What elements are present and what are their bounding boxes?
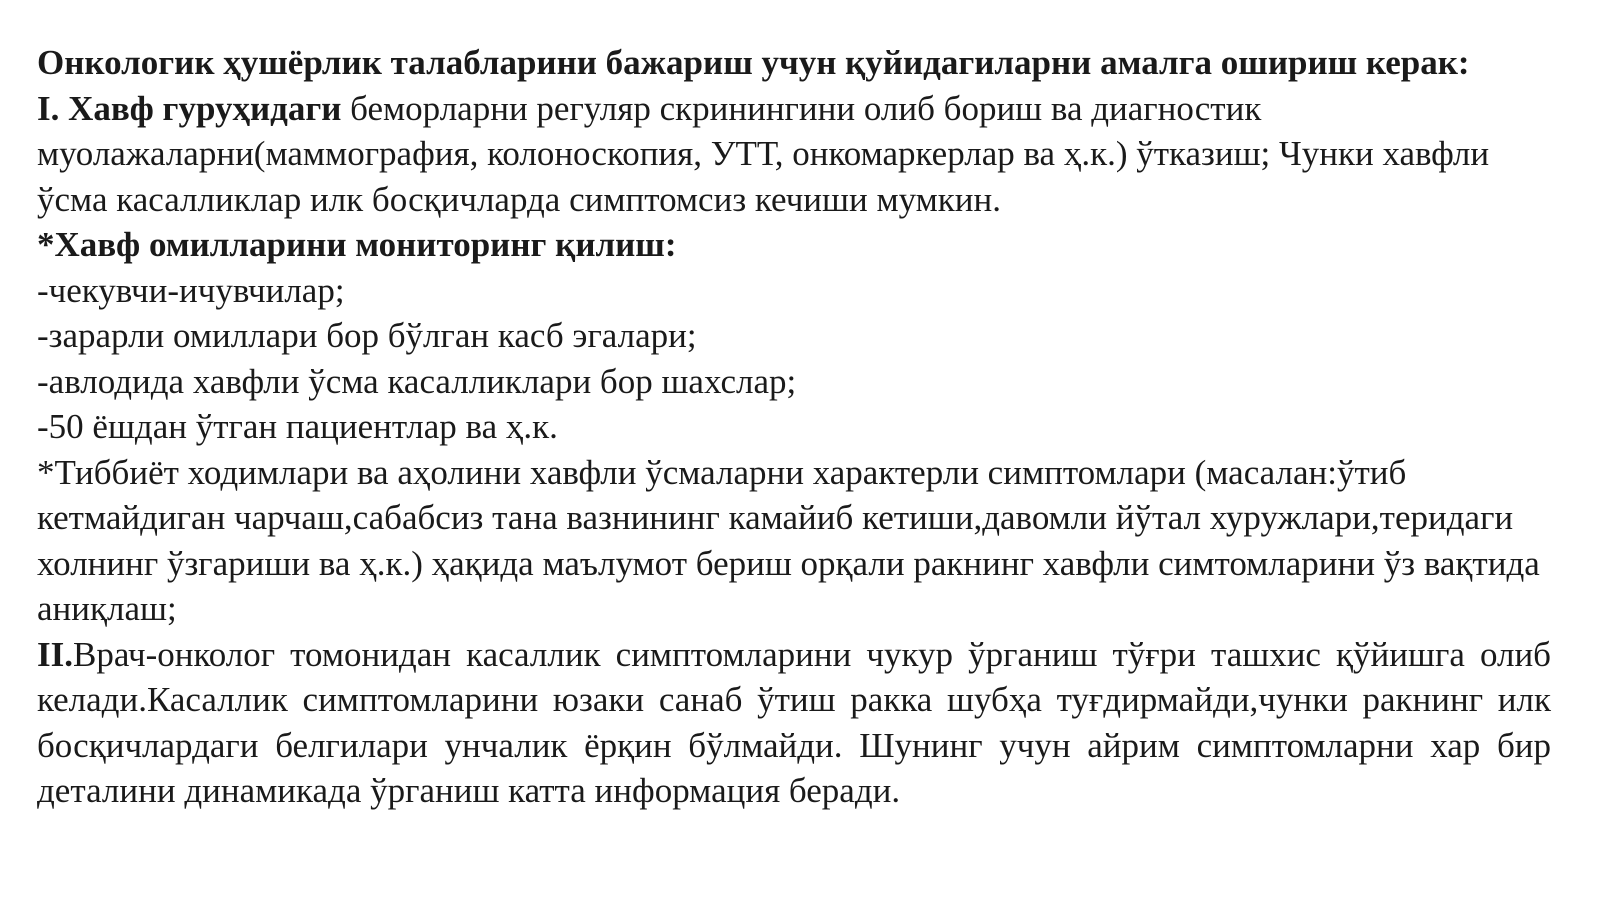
section-2-text: Врач-онколог томонидан касаллик симптомларини чукур ўрганиш тўғри ташхис қўйишга олиб келади.Касаллик симптомларини юзаки санаб ўтиш ракка шубҳа туғдирмайди,чунки ракнинг илк босқичлардаги белгилари унчалик ёрқин бўлмайди. Шунинг учун айрим симптомларни хар бир деталини динамикада ўрганиш катта информация беради.: [37, 634, 1551, 810]
section-2-paragraph: [37, 632, 1551, 814]
list-item: -зарарли омиллари бор бўлган касб эгалари;: [37, 316, 697, 355]
monitoring-title: *Хавф омилларини мониторинг қилиш:: [37, 225, 677, 264]
awareness-paragraph: *Тиббиёт ходимлари ва аҳолини хавфли ўсмаларни характерли симптомлари (масалан:ўтиб кетмайдиган чарчаш,сабабсиз тана вазнининг камайиб кетиши,давомли йўтал хуружлари,теридаги холнинг ўзгариши ва ҳ.к.) ҳақида маълумот бериш орқали ракнинг хавфли симтомларини ўз вақтида аниқлаш;: [37, 452, 1540, 628]
section-1-text: беморларни регуляр скринингини олиб бориш ва диагностик муолажаларни(маммография, колоноскопия, УТТ, онкомаркерлар ва ҳ.к.) ўтказиш; Чунки хавфли ўсма касалликлар илк босқичларда симптомсиз кечиши мумкин.: [37, 88, 1490, 219]
list-item: -авлодида хавфли ўсма касалликлари бор шахслар;: [37, 361, 797, 401]
section-1-label: I. Хавф гуруҳидаги: [37, 88, 342, 128]
list-item: -50 ёшдан ўтган пациентлар ва ҳ.к.: [37, 407, 558, 446]
list-item: -чекувчи-ичувчилар;: [37, 270, 345, 310]
section-2-label: II.: [37, 634, 73, 674]
document-page: [37, 40, 1551, 814]
section-1-paragraph: [37, 86, 1551, 223]
document-heading: Онкологик ҳушёрлик талабларини бажариш учун қуйидагиларни амалга ошириш керак:: [37, 43, 1470, 82]
